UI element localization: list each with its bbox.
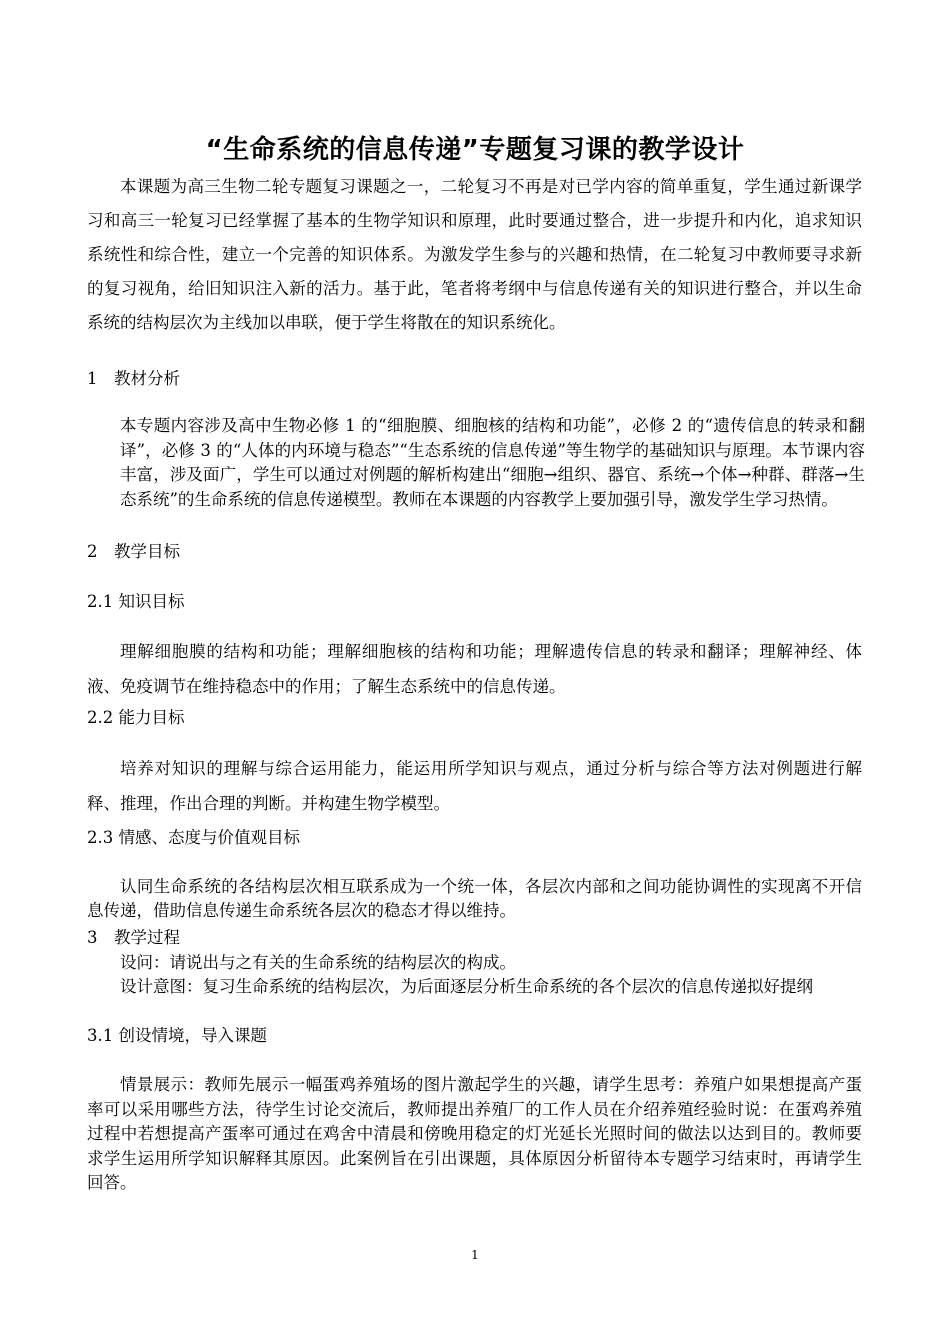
page-number: 1 [471,1248,479,1262]
section-3-1-heading: 3.1 创设情境，导入课题 [87,1026,267,1045]
section-2-2-paragraph: 培养对知识的理解与综合运用能力，能运用所学知识与观点，通过分析与综合等方法对例题进行解释、推理，作出合理的判断。并构建生物学模型。 [87,759,862,813]
section-1-heading: 1 教材分析 [87,369,180,388]
section-2-1-heading: 2.1 知识目标 [87,592,185,611]
section-3-question: 设问：请说出与之有关的生命系统的结构层次的构成。 [120,953,516,972]
section-3-heading: 3 教学过程 [87,928,180,947]
section-3-design-intent: 设计意图：复习生命系统的结构层次，为后面逐层分析生命系统的各个层次的信息传递拟好提纲 [120,977,813,996]
section-2-3-heading: 2.3 情感、态度与价值观目标 [87,828,300,847]
section-2-1-paragraph: 理解细胞膜的结构和功能；理解细胞核的结构和功能；理解遗传信息的转录和翻译；理解神经、体液、免疫调节在维持稳态中的作用；了解生态系统中的信息传递。 [87,642,862,696]
intro-paragraph: 本课题为高三生物二轮专题复习课题之一，二轮复习不再是对已学内容的简单重复，学生通过新课学习和高三一轮复习已经掌握了基本的生物学知识和原理，此时要通过整合，进一步提升和内化，追求知识系统性和综合性，建立一个完善的知识体系。为激发学生参与的兴趣和热情，在二轮复习中教师要寻求新的复习视角，给旧知识注入新的活力。基于此，笔者将考纲中与信息传递有关的知识进行整合，并以生命系统的结构层次为主线加以串联，便于学生将散在的知识系统化。 [87,177,862,332]
section-2-2-heading: 2.2 能力目标 [87,708,185,727]
document-title: “生命系统的信息传递”专题复习课的教学设计 [205,135,745,165]
section-1-paragraph: 本专题内容涉及高中生物必修 1 的“细胞膜、细胞核的结构和功能”，必修 2 的“遗传信息的转录和翻译”，必修 3 的“人体的内环境与稳态”“生态系统的信息传递”等生物学的基础知识与原理。本节课内容丰富，涉及面广，学生可以通过对例题的解析构建出“细胞→组织、器官、系统→个体→种群、群落→生态系统”的生命系统的信息传递模型。教师在本课题的内容教学上要加强引导，激发学生学习热情。 [120,416,865,509]
section-2-3-paragraph: 认同生命系统的各结构层次相互联系成为一个统一体，各层次内部和之间功能协调性的实现离不开信息传递，借助信息传递生命系统各层次的稳态才得以维持。 [87,877,862,920]
section-2-heading: 2 教学目标 [87,542,180,561]
section-3-1-paragraph: 情景展示：教师先展示一幅蛋鸡养殖场的图片激起学生的兴趣，请学生思考：养殖户如果想提高产蛋率可以采用哪些方法，待学生讨论交流后，教师提出养殖厂的工作人员在介绍养殖经验时说：在蛋鸡养殖过程中若想提高产蛋率可通过在鸡舍中清晨和傍晚用稳定的灯光延长光照时间的做法以达到目的。教师要求学生运用所学知识解释其原因。此案例旨在引出课题，具体原因分析留待本专题学习结束时，再请学生回答。 [87,1075,862,1192]
